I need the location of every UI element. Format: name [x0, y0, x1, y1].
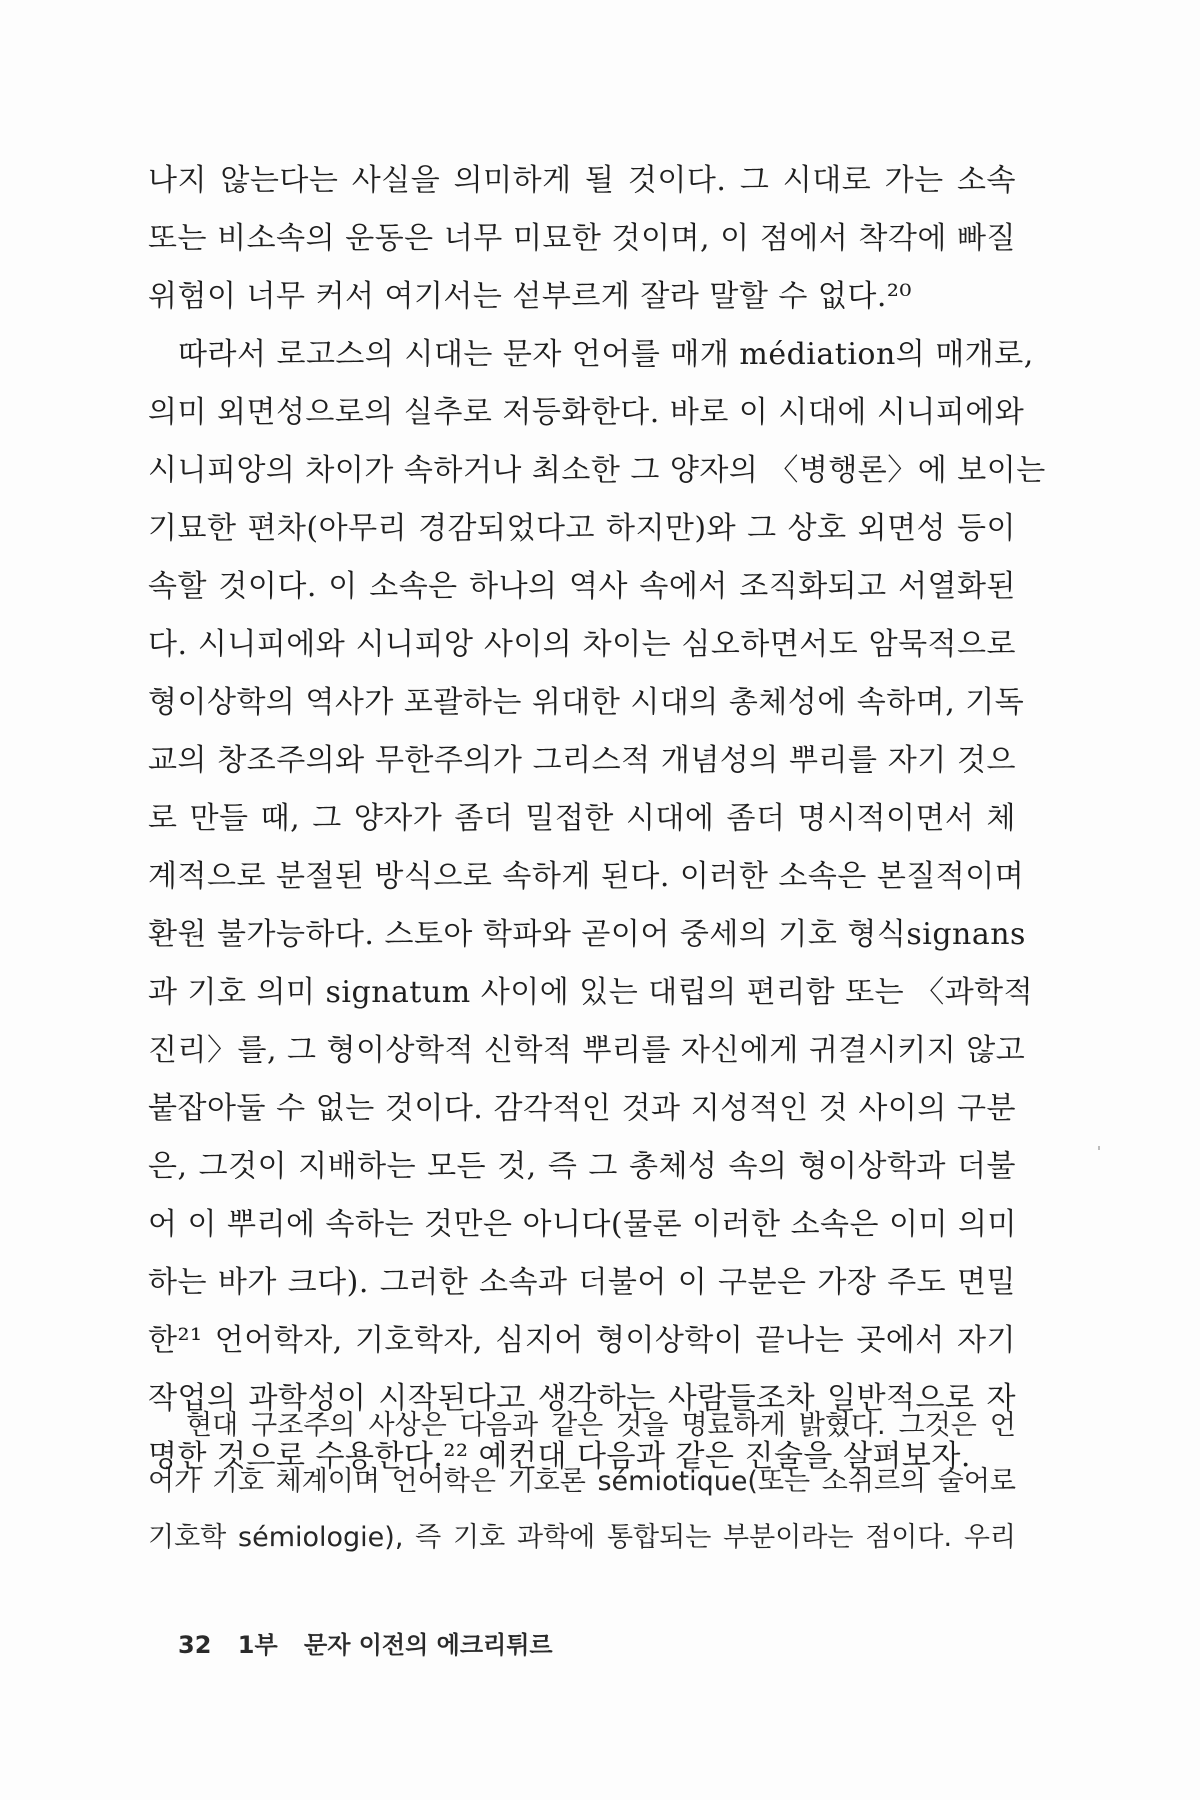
text-line: 기묘한 편차(아무리 경감되었다고 하지만)와 그 상호 외면성 등이	[148, 511, 1016, 546]
text-line: 한²¹ 언어학자, 기호학자, 심지어 형이상학이 끝나는 곳에서 자기	[148, 1323, 1016, 1358]
text-line: 시니피앙의 차이가 속하거나 최소한 그 양자의 〈병행론〉에 보이는	[148, 453, 1046, 488]
text-line: 어 이 뿌리에 속하는 것만은 아니다(물론 이러한 소속은 이미 의미	[148, 1207, 1018, 1242]
section-title: 문자 이전의 에크리튀르	[304, 1631, 553, 1659]
text-line: 붙잡아둘 수 없는 것이다. 감각적인 것과 지성적인 것 사이의 구분	[148, 1091, 1016, 1126]
scan-mark	[1098, 1146, 1100, 1150]
text-line: 작업의 과학성이 시작된다고 생각하는 사람들조차 일반적으로 자	[148, 1381, 1016, 1416]
text-line: 또는 비소속의 운동은 너무 미묘한 것이며, 이 점에서 착각에 빠질	[148, 221, 1016, 256]
quote-line: 기호학 sémiologie), 즉 기호 과학에 통합되는 부분이라는 점이다. 우리	[148, 1522, 1016, 1553]
body-text	[148, 152, 1046, 1486]
text-line: 따라서 로고스의 시대는 문자 언어를 매개 médiation의 매개로,	[178, 337, 1034, 372]
text-line: 하는 바가 크다). 그러한 소속과 더불어 이 구분은 가장 주도 면밀	[148, 1265, 1016, 1300]
text-line: 속할 것이다. 이 소속은 하나의 역사 속에서 조직화되고 서열화된	[148, 569, 1016, 604]
text-line: 교의 창조주의와 무한주의가 그리스적 개념성의 뿌리를 자기 것으	[148, 743, 1016, 778]
text-line: 의미 외면성으로의 실추로 저등화한다. 바로 이 시대에 시니피에와	[148, 395, 1025, 430]
text-line: 과 기호 의미 signatum 사이에 있는 대립의 편리함 또는 〈과학적	[148, 975, 1034, 1010]
quote-line: 현대 구조주의 사상은 다음과 같은 것을 명료하게 밝혔다. 그것은 언	[186, 1410, 1016, 1441]
text-line: 나지 않는다는 사실을 의미하게 될 것이다. 그 시대로 가는 소속	[148, 163, 1016, 198]
text-line: 진리〉를, 그 형이상학적 신학적 뿌리를 자신에게 귀결시키지 않고	[148, 1033, 1026, 1068]
text-line: 위험이 너무 커서 여기서는 섣부르게 잘라 말할 수 없다.²⁰	[148, 279, 912, 314]
page-footer	[178, 1625, 571, 1660]
text-line: 다. 시니피에와 시니피앙 사이의 차이는 심오하면서도 암묵적으로	[148, 627, 1016, 662]
text-line: 로 만들 때, 그 양자가 좀더 밀접한 시대에 좀더 명시적이면서 체	[148, 801, 1016, 836]
part-label: 1부	[237, 1631, 278, 1659]
quote-line: 어가 기호 체계이며 언어학은 기호론 sémiotique(또는 소쉬르의 술어로	[148, 1466, 1016, 1497]
text-line: 형이상학의 역사가 포괄하는 위대한 시대의 총체성에 속하며, 기독	[148, 685, 1025, 720]
text-line: 계적으로 분절된 방식으로 속하게 된다. 이러한 소속은 본질적이며	[148, 859, 1025, 894]
text-line: 은, 그것이 지배하는 모든 것, 즉 그 총체성 속의 형이상학과 더불	[148, 1149, 1016, 1184]
text-line: 환원 불가능하다. 스토아 학파와 곧이어 중세의 기호 형식signans	[148, 917, 1026, 952]
block-quote	[148, 1398, 1016, 1566]
page-number: 32	[178, 1631, 212, 1659]
text-line: 명한 것으로 수용한다.²² 예컨대 다음과 같은 진술을 살펴보자.	[148, 1439, 971, 1474]
